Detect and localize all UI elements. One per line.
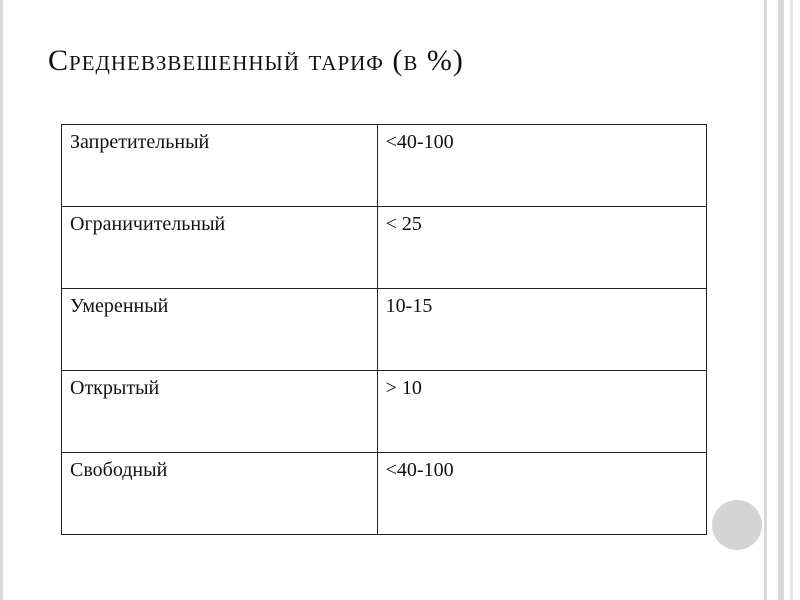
slide-nav-circle[interactable] <box>712 500 762 550</box>
tariff-type-cell: Открытый <box>62 371 378 453</box>
tariff-type-cell: Ограничительный <box>62 207 378 289</box>
table-row <box>62 125 707 207</box>
table-row <box>62 289 707 371</box>
tariff-rate-cell: 10-15 <box>377 289 706 371</box>
tariff-table <box>61 124 707 535</box>
tariff-rate-cell: < 25 <box>377 207 706 289</box>
table-row <box>62 207 707 289</box>
slide-right-border-outer <box>790 0 793 600</box>
slide-left-border <box>0 0 3 600</box>
table-row <box>62 453 707 535</box>
slide-right-border <box>764 0 767 600</box>
tariff-type-cell: Свободный <box>62 453 378 535</box>
tariff-rate-cell: > 10 <box>377 371 706 453</box>
tariff-rate-cell: <40-100 <box>377 453 706 535</box>
tariff-type-cell: Запретительный <box>62 125 378 207</box>
tariff-type-cell: Умеренный <box>62 289 378 371</box>
table-row <box>62 371 707 453</box>
slide-right-border-thick <box>778 0 784 600</box>
slide-title: Средневзвешенный тариф (в %) <box>48 44 464 77</box>
tariff-rate-cell: <40-100 <box>377 125 706 207</box>
